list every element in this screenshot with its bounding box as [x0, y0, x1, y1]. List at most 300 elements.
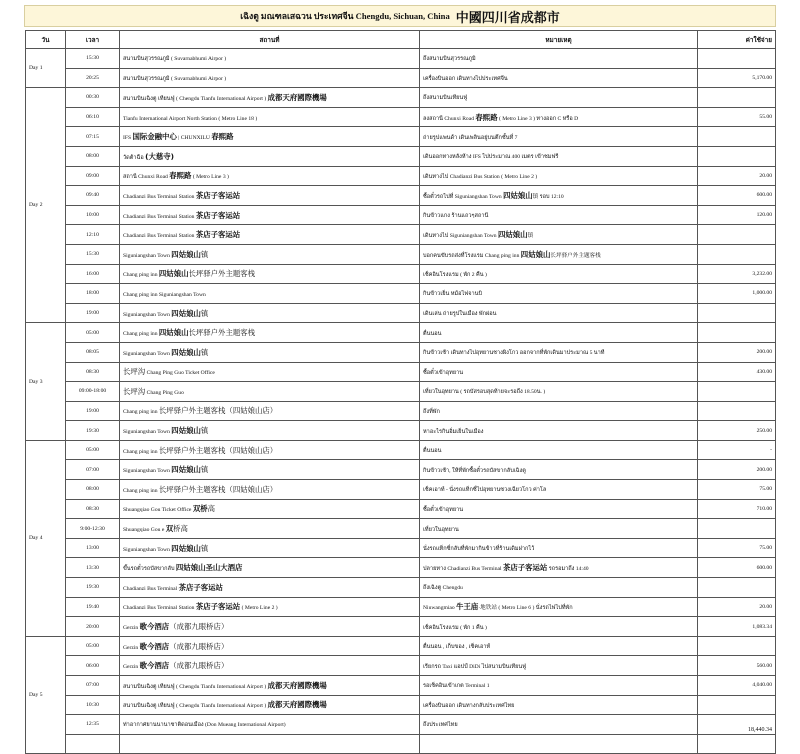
table-row	[26, 715, 776, 735]
time-cell: 19:00	[66, 303, 120, 323]
note-text: เดินออกทางหลังห้าง IFS ไปประมาณ 400 เมตร เข้าชมฟรี	[423, 154, 559, 161]
note-cn-text: 春熙路	[475, 112, 498, 122]
place-cell	[120, 578, 420, 598]
cost-cell: 710.00	[698, 499, 776, 519]
cost-cell: 20.00	[698, 597, 776, 617]
time-cell: 15:30	[66, 49, 120, 69]
place-cn-plain-text: （成都九眼桥店）	[169, 622, 229, 632]
cost-cell	[698, 49, 776, 69]
header-day: วัน	[26, 31, 66, 49]
time-cell: 13:30	[66, 558, 120, 578]
note-text: หาอะไรกินอิ่มเย็นในเมือง	[423, 428, 484, 435]
place-text: Siguniangshan Town	[123, 546, 172, 553]
note-text: ถึงสนามบินสุวรรณภูมิ	[423, 56, 476, 63]
place-text: Shuangqiao Gou Ticket Office	[123, 507, 193, 514]
place-text: Chang ping inn	[123, 448, 159, 455]
table-row	[26, 695, 776, 715]
note-text: นั่งรถแท็กซี่กลับที่พักมากินข้าวที่ร้านเดิมฝากไว้	[423, 546, 535, 553]
time-cell: 19:00	[66, 401, 120, 421]
place-cell	[120, 499, 420, 519]
place-cell	[120, 68, 420, 88]
table-row	[26, 225, 776, 245]
note-text: กินข้าวเย็น หม้อไฟจานบิ	[423, 291, 483, 298]
note-cell	[420, 421, 698, 441]
note-cell	[420, 166, 698, 186]
place-text: IFS	[123, 135, 133, 142]
table-row	[26, 88, 776, 108]
note-cell	[420, 597, 698, 617]
table-row	[26, 401, 776, 421]
place-text: Chang ping inn Siguniangshan Town	[123, 291, 206, 298]
cost-cell: 600.00	[698, 558, 776, 578]
cost-cell: 4,040.00	[698, 676, 776, 696]
place-cn-plain-text: 镇	[200, 426, 209, 436]
table-row	[26, 460, 776, 480]
note-cn-text: 四姑娘山	[520, 249, 551, 259]
document-title: เฉิงตู มณฑลเสฉวน ประเทศจีน Chengdu, Sichuan, China	[240, 11, 450, 21]
cost-cell: 1,000.00	[698, 284, 776, 304]
place-after-text: ( Metro Line 3 )	[191, 174, 229, 181]
note-cell	[420, 578, 698, 598]
place-cn-plain-text: 镇	[200, 249, 209, 259]
table-row	[26, 342, 776, 362]
note-cell	[420, 382, 698, 402]
note-cell	[420, 636, 698, 656]
place-cell	[120, 264, 420, 284]
note-text: ซื้อตั๋วเข้าอุทยาน	[423, 506, 464, 513]
place-cell	[120, 636, 420, 656]
cost-cell	[698, 146, 776, 166]
place-cell	[120, 656, 420, 676]
cost-cell: 1,083.34	[698, 617, 776, 637]
table-row	[26, 578, 776, 598]
time-cell: 05:00	[66, 323, 120, 343]
time-cell: 06:10	[66, 107, 120, 127]
note-cell	[420, 244, 698, 264]
place-text: Chang ping inn	[123, 331, 159, 338]
place-after-text: ( Metro Line 2 )	[240, 605, 278, 612]
place-cn-plain-text: 镇	[200, 543, 209, 553]
place-cell	[120, 734, 420, 754]
note-cell	[420, 480, 698, 500]
table-row	[26, 382, 776, 402]
place-cell	[120, 284, 420, 304]
note-cell	[420, 617, 698, 637]
place-cell	[120, 244, 420, 264]
time-cell: 15:30	[66, 244, 120, 264]
table-row	[26, 146, 776, 166]
place-cell	[120, 107, 420, 127]
place-cell	[120, 617, 420, 637]
note-after-text: 镇	[527, 233, 534, 240]
place-cn-text: 歌今酒店	[139, 641, 170, 651]
note-text: ปลายทาง Chadianzi Bus Terminal	[423, 566, 503, 573]
time-cell: 12:10	[66, 225, 120, 245]
place-text: Siguniangshan Town	[123, 252, 172, 259]
note-cell	[420, 362, 698, 382]
table-row	[26, 480, 776, 500]
note-cell	[420, 715, 698, 735]
place-text: ท่าอากาศยานนานาชาติดอนเมือง (Don Mueang International Airport)	[123, 722, 286, 729]
note-cell	[420, 656, 698, 676]
place-cn-text: 歌今酒店	[139, 661, 170, 671]
place-cn-text: 茶店子客运站	[195, 190, 241, 200]
day-cell: Day 2	[26, 88, 66, 323]
day-cell: Day 1	[26, 49, 66, 88]
place-cell	[120, 538, 420, 558]
time-cell: 12:35	[66, 715, 120, 735]
place-text: Chadianzi Bus Terminal Station	[123, 193, 196, 200]
note-cell	[420, 284, 698, 304]
place-after-text: Chang Ping Guo	[145, 389, 184, 396]
place-text: Siguniangshan Town	[123, 350, 172, 357]
note-cn-text: 四姑娘山	[498, 230, 528, 240]
time-cell: 20:25	[66, 68, 120, 88]
place-cn-text: 四姑娘山圣山大酒店	[175, 563, 243, 573]
note-text: Niuwangmiao	[423, 605, 457, 612]
note-after-text: ( Metro Line 3 ) ทางออก C หรือ D	[497, 115, 579, 122]
note-text: ซื้อตั๋วรถไปที่ Siguniangshan Town	[423, 193, 504, 200]
note-text: เที่ยวในอุทยาน ( รถบัสรอบสุดท้ายจะรอถึง 18.50น. )	[423, 389, 546, 396]
cost-cell	[698, 636, 776, 656]
day-cell: Day 3	[26, 323, 66, 441]
time-cell: 10:00	[66, 205, 120, 225]
place-text: สนามบินสุวรรณภูมิ ( Suvarnabhumi Airpor )	[123, 56, 227, 63]
place-text: สนามบินเฉิงตู เทียนฟู่ ( Chengdu Tianfu International Airport )	[123, 683, 268, 690]
table-row	[26, 323, 776, 343]
note-text: เดินทางไป Siguniangshan Town	[423, 233, 498, 240]
table-row	[26, 656, 776, 676]
time-cell: 05:00	[66, 440, 120, 460]
place-cell	[120, 362, 420, 382]
time-cell: 07:00	[66, 676, 120, 696]
cost-cell: 250.00	[698, 421, 776, 441]
place-cn-text: 茶店子客运站	[195, 210, 241, 220]
time-cell: 13:00	[66, 538, 120, 558]
table-row	[26, 186, 776, 206]
table-row	[26, 264, 776, 284]
place-text: Chadianzi Bus Terminal Station	[123, 213, 196, 220]
header-row	[26, 31, 776, 49]
note-cell	[420, 734, 698, 754]
place-cn-plain-text: 高	[207, 504, 216, 514]
place-text: Chang ping inn	[123, 272, 159, 279]
time-cell: 19:30	[66, 421, 120, 441]
place-cn-text: 国际金融中心	[132, 132, 177, 142]
note-after-text: 镇 รอบ 12:10	[532, 193, 564, 200]
note-cell	[420, 519, 698, 539]
note-cell	[420, 342, 698, 362]
place-text: Gerzin	[123, 644, 140, 651]
cost-cell	[698, 401, 776, 421]
table-row	[26, 244, 776, 264]
place-text: Chadianzi Bus Terminal Station	[123, 605, 196, 612]
note-text: เช็คอินโรงแรม ( พัก 2 คืน )	[423, 271, 487, 278]
table-row	[26, 499, 776, 519]
cost-cell: 75.00	[698, 538, 776, 558]
note-text: ซื้อตั๋วเข้าอุทยาน	[423, 369, 464, 376]
table-row	[26, 734, 776, 754]
place-cn-text: 四姑娘山	[171, 347, 201, 357]
place-cell	[120, 695, 420, 715]
note-text: ตื่นนอน	[423, 448, 442, 455]
note-text: ถึงประเทศไทย	[423, 722, 458, 729]
document-title-bar	[24, 5, 776, 27]
note-cn-text: 牛王庙	[456, 602, 479, 612]
place-cell	[120, 460, 420, 480]
cost-cell: 75.00	[698, 480, 776, 500]
place-cell	[120, 127, 420, 147]
cost-cell: 5,170.00	[698, 68, 776, 88]
place-cn-text: 四姑娘山	[171, 308, 201, 318]
cost-cell	[698, 734, 776, 754]
note-text: ตื่นนอน , เก็บของ , เช็คเอาท์	[423, 644, 491, 651]
place-cn-plain-text: 镇	[200, 308, 209, 318]
place-cell	[120, 519, 420, 539]
cost-cell: 200.00	[698, 460, 776, 480]
header-place: สถานที่	[120, 31, 420, 49]
place-cell	[120, 88, 420, 108]
note-cell	[420, 538, 698, 558]
cost-cell	[698, 695, 776, 715]
note-cell	[420, 303, 698, 323]
place-cell	[120, 676, 420, 696]
place-cn-plain-text: 镇	[200, 465, 209, 475]
place-cell	[120, 342, 420, 362]
place-cell	[120, 382, 420, 402]
table-row	[26, 617, 776, 637]
place-cn-text: 四姑娘山	[158, 269, 189, 279]
cost-cell	[698, 303, 776, 323]
time-cell: 06:00	[66, 656, 120, 676]
cost-cell	[698, 127, 776, 147]
place-cn-plain-text: 长坪驿户外主题客栈（四姑娘山店）	[158, 406, 278, 416]
table-row	[26, 440, 776, 460]
note-text: ถ่ายรูปแพนด้า เดินเพลินอยู่บนตึกชั้นที่ 7	[423, 134, 518, 141]
note-text: เรียกรถ Taxi แอปป์ DiDi ไปสนามบินเทียนฟู่	[423, 663, 527, 670]
table-row	[26, 558, 776, 578]
place-cn-text: 四姑娘山	[171, 426, 201, 436]
table-row	[26, 362, 776, 382]
note-cell	[420, 499, 698, 519]
cost-cell: 55.00	[698, 107, 776, 127]
place-cn-plain-text: （成都九眼桥店）	[169, 641, 229, 651]
cost-cell	[698, 519, 776, 539]
time-cell: 08:00	[66, 480, 120, 500]
note-text: เช็คอินโรงแรม ( พัก 1 คืน )	[423, 624, 487, 631]
place-cell	[120, 205, 420, 225]
place-cn2-text: 春熙路	[211, 132, 234, 142]
place-cn-text: 歌今酒店	[139, 622, 170, 632]
place-cn-text: 双	[165, 524, 174, 534]
table-row	[26, 205, 776, 225]
note-cell	[420, 401, 698, 421]
place-cn-plain-text: 长坪驿户外主题客栈（四姑娘山店）	[158, 484, 278, 494]
place-cell	[120, 401, 420, 421]
time-cell: 20:00	[66, 617, 120, 637]
time-cell: 19:30	[66, 578, 120, 598]
place-cn-text: (大慈寺)	[145, 151, 175, 161]
place-cn-plain-text: 长坪驿户外主题客栈（四姑娘山店）	[158, 445, 278, 455]
note-cell	[420, 440, 698, 460]
note-after-text: 长坪驿户外主题客栈	[550, 252, 601, 259]
place-cn-plain-text: 长坪驿户外主题客栈	[188, 328, 256, 338]
note-text: เที่ยวในอุทยาน	[423, 526, 459, 533]
itinerary-table	[25, 30, 776, 754]
place-text: Siguniangshan Town	[123, 429, 172, 436]
note-text: เดินเล่น ถ่ายรูปในเมือง พักผ่อน	[423, 311, 497, 318]
time-cell: 09:40	[66, 186, 120, 206]
note-cell	[420, 460, 698, 480]
note-text: กินข้าวเช้า เดินทางไปอุทยานชางผิงโกว ออกจากที่พักเดินมาประมาณ 5 นาที	[423, 350, 605, 357]
place-text: Chadianzi Bus Terminal	[123, 585, 179, 592]
place-cn-text: 四姑娘山	[171, 543, 201, 553]
itinerary-body	[26, 49, 776, 754]
time-cell: 07:15	[66, 127, 120, 147]
cost-cell	[698, 382, 776, 402]
note-cell	[420, 676, 698, 696]
note-text: ลงสถานี Chunxi Road	[423, 115, 476, 122]
time-cell: 18:00	[66, 284, 120, 304]
note-cell	[420, 186, 698, 206]
table-row	[26, 597, 776, 617]
cost-cell: 430.00	[698, 362, 776, 382]
note-cell	[420, 225, 698, 245]
table-row	[26, 519, 776, 539]
header-time: เวลา	[66, 31, 120, 49]
place-cn-text: 茶店子客运站	[195, 602, 241, 612]
place-cn-text: 成都天府國際機場	[267, 700, 327, 710]
note-cn-text: 四姑娘山	[503, 190, 533, 200]
place-cn-plain-text: 桥高	[173, 524, 188, 534]
place-text: ขึ้นรถตั๋วรถบัสขากลับ	[123, 566, 176, 573]
place-text: สถานี Chunxi Road	[123, 174, 170, 181]
place-cn-text: 成都天府國際機場	[267, 92, 327, 102]
time-cell: 10:30	[66, 695, 120, 715]
table-row	[26, 127, 776, 147]
place-cell	[120, 166, 420, 186]
cost-cell: 3,232.00	[698, 264, 776, 284]
time-cell: 00:30	[66, 88, 120, 108]
place-cn-plain-text: 镇	[200, 347, 209, 357]
place-text: สนามบินสุวรรณภูมิ ( Suvarnabhumi Airpor )	[123, 75, 227, 82]
cost-cell: -	[698, 440, 776, 460]
place-cell	[120, 225, 420, 245]
place-cell	[120, 186, 420, 206]
place-text: Chang ping inn	[123, 409, 159, 416]
table-row	[26, 303, 776, 323]
time-cell: 16:00	[66, 264, 120, 284]
time-cell: 9:00-12:30	[66, 519, 120, 539]
note-cell	[420, 264, 698, 284]
note-text: ถึงที่พัก	[423, 408, 440, 415]
time-cell: 08:30	[66, 362, 120, 382]
place-after-text: | CHUNXILU	[176, 135, 212, 142]
note-text: กินข้าวเช้า, ให้ที่พักซื้อตั๋วรถบัสขากลับเฉิงตู	[423, 467, 526, 474]
time-cell: 07:00	[66, 460, 120, 480]
place-cn-text: 成都天府國際機場	[267, 680, 327, 690]
document-title-chinese: 中國四川省成都市	[455, 10, 560, 26]
place-cn-text: 茶店子客运站	[178, 582, 223, 592]
time-cell: 08:30	[66, 499, 120, 519]
place-cn-text: 双桥	[192, 504, 208, 514]
note-cell	[420, 107, 698, 127]
place-text: สนามบินเฉิงตู เทียนฟู่ ( Chengdu Tianfu International Airport )	[123, 95, 268, 102]
note-text: เดินทางไป Chadianzi Bus Station ( Metro Line 2 )	[423, 173, 538, 180]
total-cost: 18,440.34	[748, 727, 772, 733]
header-note: หมายเหตุ	[420, 31, 698, 49]
cost-cell	[698, 578, 776, 598]
note-after-text: ·地铁站 ( Metro Line 6 ) นั่งรถไฟไปที่พัก	[478, 605, 573, 612]
time-cell	[66, 734, 120, 754]
time-cell: 19:40	[66, 597, 120, 617]
place-cell	[120, 146, 420, 166]
note-cell	[420, 127, 698, 147]
place-text: Gerzin	[123, 625, 140, 632]
place-text: Siguniangshan Town	[123, 311, 172, 318]
table-row	[26, 636, 776, 656]
time-cell: 08:00	[66, 146, 120, 166]
place-cn-text: 四姑娘山	[158, 328, 189, 338]
note-text: ตื่นนอน	[423, 330, 442, 337]
place-cn-text: 四姑娘山	[171, 249, 201, 259]
place-text: Siguniangshan Town	[123, 468, 172, 475]
note-cell	[420, 558, 698, 578]
note-cn-text: 茶店子客运站	[502, 563, 548, 573]
cost-cell	[698, 225, 776, 245]
place-cn-plain-text: （成都九眼桥店）	[169, 661, 229, 671]
table-row	[26, 166, 776, 186]
place-text: Shuangqiao Gou e	[123, 527, 166, 534]
place-cn-text: 茶店子客运站	[195, 230, 241, 240]
time-cell: 05:00	[66, 636, 120, 656]
place-cell	[120, 558, 420, 578]
time-cell: 08:05	[66, 342, 120, 362]
cost-cell: 600.00	[698, 186, 776, 206]
time-cell: 09:00-18:00	[66, 382, 120, 402]
place-text: Tianfu International Airport North Station ( Metro Line 18 )	[123, 115, 258, 122]
table-row	[26, 49, 776, 69]
day-cell: Day 4	[26, 440, 66, 636]
place-text: Gerzin	[123, 664, 140, 671]
note-text: บอกคนขับรถส่งที่โรงแรม Chang ping inn	[423, 252, 521, 259]
note-cell	[420, 68, 698, 88]
table-row	[26, 107, 776, 127]
place-cn-text: 春熙路	[169, 171, 192, 181]
place-cell	[120, 323, 420, 343]
note-text: ถึงเฉิงตู Chengdu	[423, 585, 463, 592]
place-after-text: Chang Ping Guo Ticket Office	[145, 370, 215, 377]
note-text: รอเช็คอินเข้าเกต Terminal 1	[423, 683, 490, 690]
table-row	[26, 68, 776, 88]
cost-cell: 20.00	[698, 166, 776, 186]
place-cell	[120, 597, 420, 617]
note-text: เครื่องบินออก เดินทางกลับประเทศไทย	[423, 702, 515, 709]
note-after-text: รถรอมาถึง 14:40	[547, 566, 589, 573]
place-cn-plain-text: 长坪沟	[123, 367, 146, 377]
table-row	[26, 676, 776, 696]
cost-cell	[698, 323, 776, 343]
place-cn-text: 四姑娘山	[171, 465, 201, 475]
cost-cell	[698, 88, 776, 108]
note-text: เครื่องบินออก เดินทางไปประเทศจีน	[423, 75, 508, 82]
place-cell	[120, 480, 420, 500]
cost-cell: 120.00	[698, 205, 776, 225]
place-cell	[120, 715, 420, 735]
table-row	[26, 421, 776, 441]
table-row	[26, 284, 776, 304]
table-row	[26, 538, 776, 558]
